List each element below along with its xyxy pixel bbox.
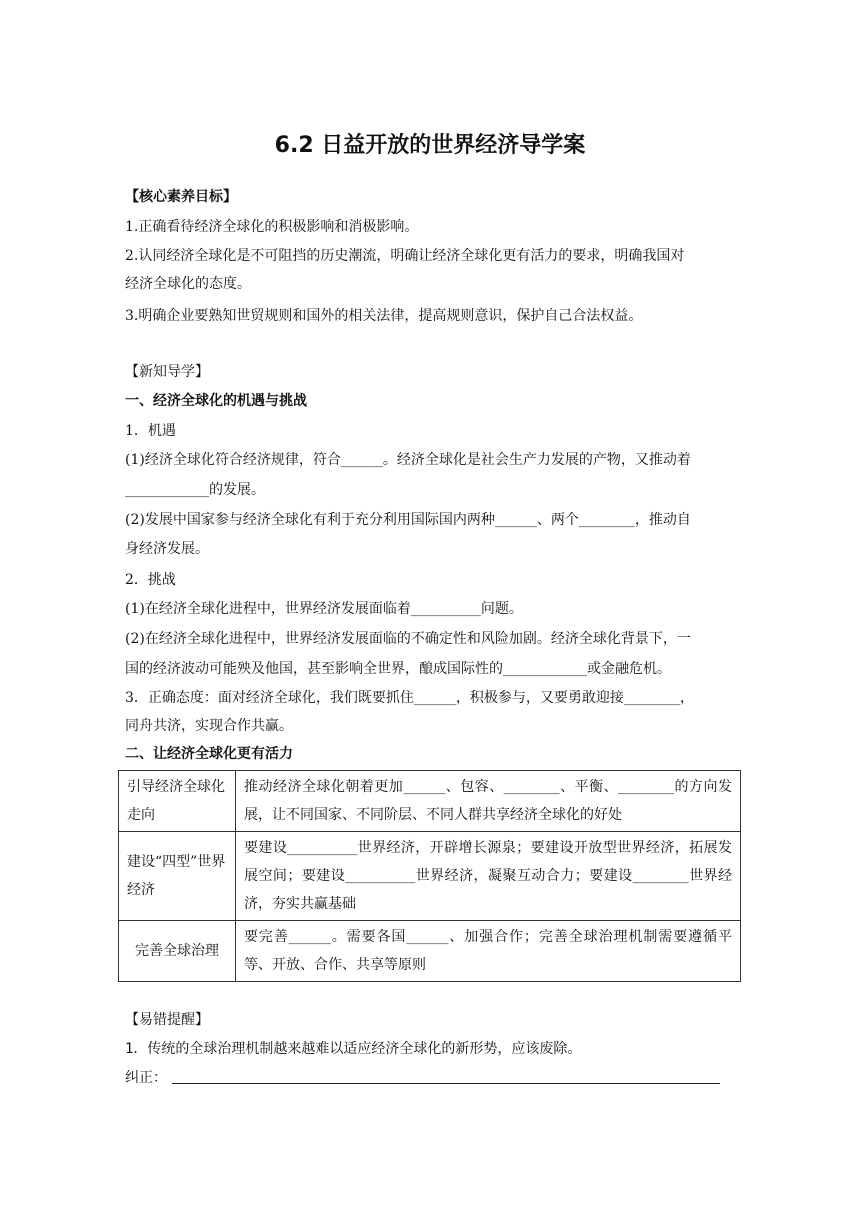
sec1-line: (2)在经济全球化进程中，世界经济发展面临的不确定性和风险加剧。经济全球化背景下，一 <box>125 631 691 647</box>
table-cell-label: 建设“四型”世界经济 <box>119 832 236 921</box>
table-row <box>119 832 741 921</box>
sec1-line: ____________的发展。 <box>125 482 265 498</box>
correction-blank-line[interactable] <box>172 1083 720 1084</box>
sec1-line: 身经济发展。 <box>125 541 209 557</box>
sec1-line: 1．机遇 <box>125 423 176 439</box>
sec1-line: 国的经济波动可能殃及他国，甚至影响全世界，酿成国际性的____________或金融危机。 <box>125 661 671 677</box>
mistake-header: 【易错提醒】 <box>125 1012 209 1028</box>
goal-item-3: 3.明确企业要熟知世贸规则和国外的相关法律，提高规则意识，保护自己合法权益。 <box>125 308 643 324</box>
sec1-line: (1)经济全球化符合经济规律，符合______。经济全球化是社会生产力发展的产物，又推动着 <box>125 452 691 468</box>
goal-item-2: 2.认同经济全球化是不可阻挡的历史潮流，明确让经济全球化更有活力的要求，明确我国对 <box>125 248 685 264</box>
goal-item-2-cont: 经济全球化的态度。 <box>125 276 251 292</box>
section-1-title: 一、经济全球化的机遇与挑战 <box>125 393 307 409</box>
table-cell-content: 要建设__________世界经济，开辟增长源泉；要建设开放型世界经济，拓展发展空间；要建设__________世界经济，凝聚互动合力；要建设________世界经济，夯实共赢基础 <box>236 832 741 921</box>
table-cell-content: 推动经济全球化朝着更加______、包容、________、平衡、________的方向发展，让不同国家、不同阶层、不同人群共享经济全球化的好处 <box>236 771 741 832</box>
table-cell-label: 引导经济全球化走向 <box>119 771 236 832</box>
table-cell-content: 要完善______。需要各国______、加强合作；完善全球治理机制需要遵循平等、开放、合作、共享等原则 <box>236 921 741 982</box>
section-2-title: 二、让经济全球化更有活力 <box>125 746 293 762</box>
page-title: 6.2 日益开放的世界经济导学案 <box>274 133 586 158</box>
goal-item-1: 1.正确看待经济全球化的积极影响和消极影响。 <box>125 219 419 235</box>
table-row <box>119 771 741 832</box>
sec1-line: 2．挑战 <box>125 572 176 588</box>
sec1-line: 3．正确态度：面对经济全球化，我们既要抓住______，积极参与，又要勇敢迎接________， <box>125 690 694 706</box>
goals-header: 【核心素养目标】 <box>125 189 237 205</box>
new-knowledge-header: 【新知导学】 <box>125 364 209 380</box>
sec1-line: (2)发展中国家参与经济全球化有利于充分利用国际国内两种______、两个________，推动自 <box>125 512 691 528</box>
sec1-line: 同舟共济，实现合作共赢。 <box>125 718 293 734</box>
table-row <box>119 921 741 982</box>
globalization-table <box>118 770 741 982</box>
sec1-line: (1)在经济全球化进程中，世界经济发展面临着__________问题。 <box>125 601 523 617</box>
table-cell-label: 完善全球治理 <box>119 921 236 982</box>
mistake-item: 1．传统的全球治理机制越来越难以适应经济全球化的新形势，应该废除。 <box>125 1041 582 1057</box>
correction-label: 纠正： <box>125 1070 167 1086</box>
